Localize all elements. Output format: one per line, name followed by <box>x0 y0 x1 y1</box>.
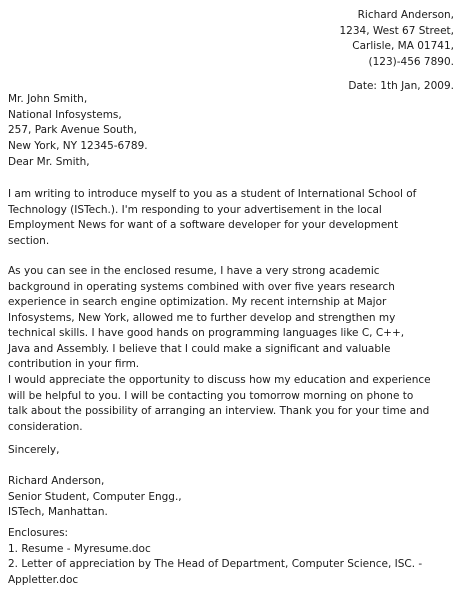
complimentary-close: Sincerely, <box>8 444 60 456</box>
paragraph-line: background in operating systems combined with over five years research <box>8 280 395 293</box>
paragraph-line: will be helpful to you. I will be contacting you tomorrow morning on phone to <box>8 389 414 402</box>
paragraph-line: section. <box>8 234 50 247</box>
sender-street: 1234, West 67 Street, <box>339 24 454 37</box>
paragraph-line: technical skills. I have good hands on programming languages like C, C++, <box>8 327 405 339</box>
letter-date: Date: 1th Jan, 2009. <box>348 80 454 92</box>
paragraph-closing-request <box>8 373 460 435</box>
recipient-street: 257, Park Avenue South, <box>8 124 137 136</box>
enclosures-list <box>8 526 460 588</box>
recipient-address <box>8 92 460 154</box>
paragraph-introduction <box>8 187 460 249</box>
sender-city: Carlisle, MA 01741, <box>352 40 454 52</box>
salutation: Dear Mr. Smith, <box>8 156 90 168</box>
signature-name: Richard Anderson, <box>8 475 105 487</box>
enclosures-heading: Enclosures: <box>8 527 69 539</box>
paragraph-line: I would appreciate the opportunity to discuss how my education and experience <box>8 374 431 386</box>
recipient-company: National Infosystems, <box>8 108 122 121</box>
paragraph-qualifications <box>8 264 460 373</box>
sender-address <box>340 8 455 70</box>
recipient-name: Mr. John Smith, <box>8 93 88 105</box>
sender-name: Richard Anderson, <box>357 9 454 21</box>
paragraph-line: Employment News for want of a software developer for your development <box>8 219 399 231</box>
paragraph-line: experience in search engine optimization. My recent internship at Major <box>8 296 387 308</box>
paragraph-line: Java and Assembly. I believe that I could make a significant and valuable <box>8 342 391 355</box>
paragraph-line: consideration. <box>8 420 83 433</box>
enclosure-item: 1. Resume - Myresume.doc <box>8 542 151 555</box>
paragraph-line: talk about the possibility of arranging an interview. Thank you for your time and <box>8 405 430 417</box>
enclosure-item: Appletter.doc <box>8 573 79 586</box>
sender-phone: (123)-456 7890. <box>368 55 454 68</box>
recipient-city: New York, NY 12345-6789. <box>8 139 148 152</box>
signature-block <box>8 474 460 521</box>
paragraph-line: Infosystems, New York, allowed me to further develop and strengthen my <box>8 311 396 324</box>
enclosure-item: 2. Letter of appreciation by The Head of Department, Computer Science, ISC. - <box>8 558 423 570</box>
signature-institution: ISTech, Manhattan. <box>8 506 108 518</box>
paragraph-line: Technology (ISTech.). I'm responding to your advertisement in the local <box>8 203 382 216</box>
signature-title: Senior Student, Computer Engg., <box>8 490 182 503</box>
paragraph-line: I am writing to introduce myself to you as a student of International School of <box>8 188 417 200</box>
paragraph-line: As you can see in the enclosed resume, I have a very strong academic <box>8 265 380 277</box>
paragraph-line: contribution in your firm. <box>8 358 140 370</box>
